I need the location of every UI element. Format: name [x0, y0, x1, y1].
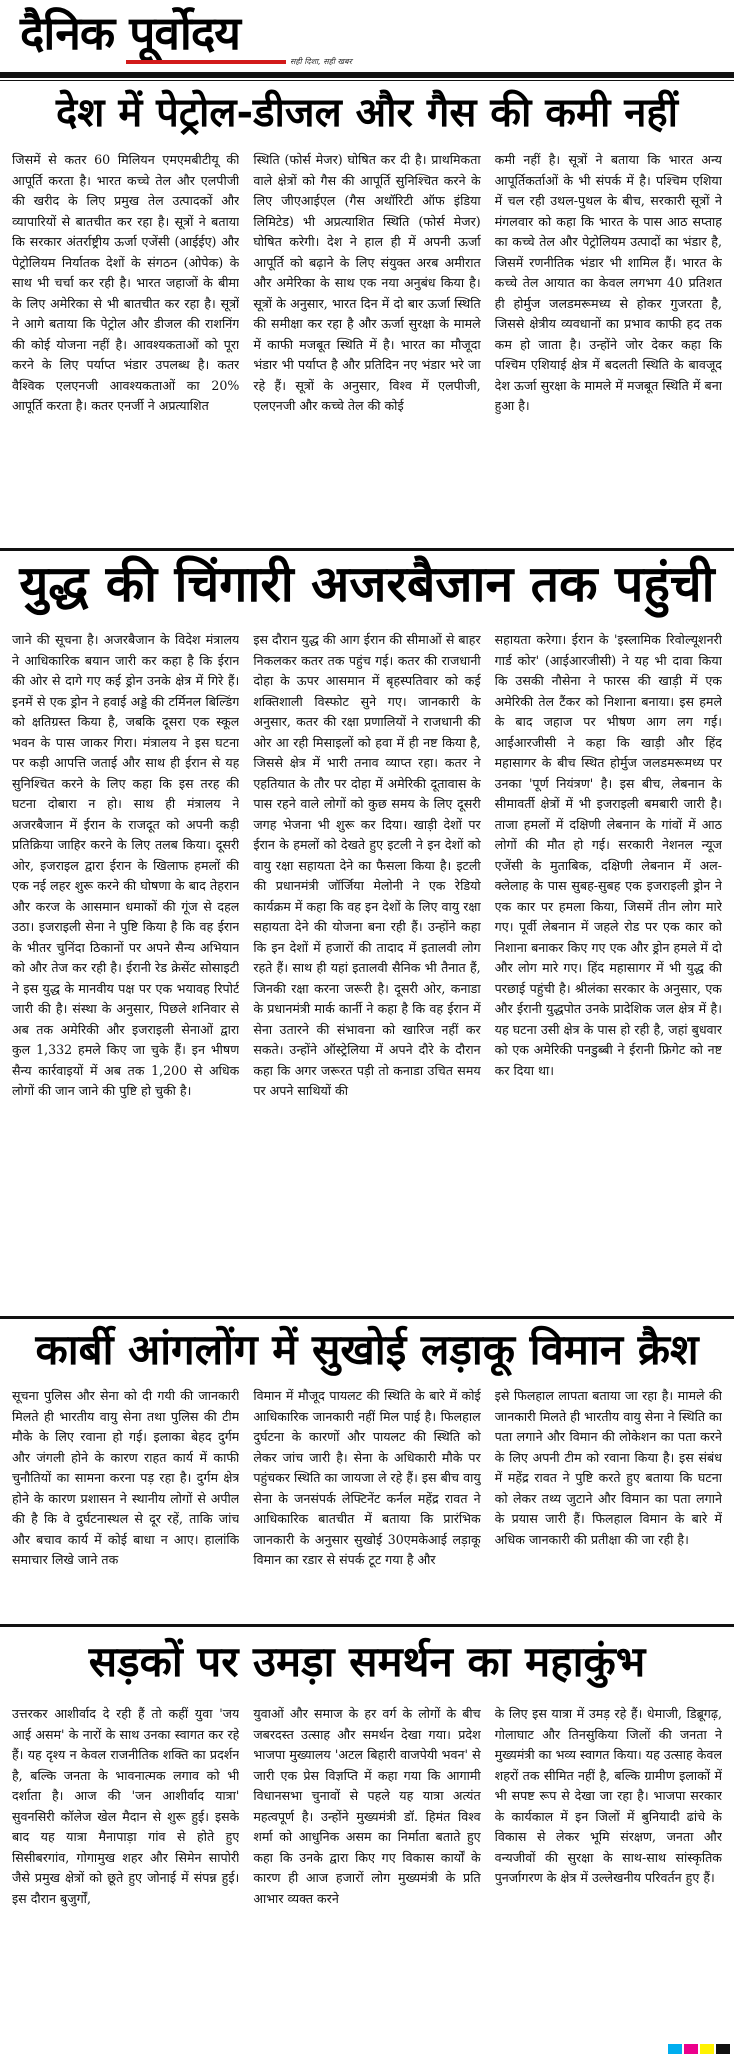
column-text: विमान में मौजूद पायलट की स्थिति के बारे में कोई आधिकारिक जानकारी नहीं मिल पाई है। फिलहाल दुर्घटना के कारणों और पायलट की स्थिति को लेकर जांच जारी है। सेना के अधिकारी मौके पर पहुंचकर स्थिति का जायजा ले रहे हैं। इस बीच वायु सेना के जनसंपर्क लेफ्टिनेंट कर्नल महेंद्र रावत ने आधिकारिक बातचीत में बताया कि प्रारंभिक जानकारी के अनुसार सुखोई 30एमकेआई लड़ाकू विमान का रडार से संपर्क टूट गया है और: [253, 1388, 481, 1567]
column-text: जाने की सूचना है। अजरबैजान के विदेश मंत्रालय ने आधिकारिक बयान जारी कर कहा है कि ईरान की ओर से दागे गए कई ड्रोन उनके क्षेत्र में गिरे हैं। इनमें से एक ड्रोन ने हवाई अड्डे की टर्मिनल बिल्डिंग को क्षतिग्रस्त किया है, जबकि दूसरा एक स्कूल भवन के पास जाकर गिरा। मंत्रालय ने इस घटना पर कड़ी आपत्ति जताई और साथ ही ईरान से यह सुनिश्चित करने के लिए कहा कि इस तरह की घटना दोबारा न हो। साथ ही मंत्रालय ने अजरबैजान में ईरान के राजदूत को अपनी कड़ी प्रतिक्रिया जाहिर करने के लिए तलब किया। दूसरी ओर, इजराइल द्वारा ईरान के खिलाफ हमलों की एक नई लहर शुरू करने की घोषणा के बाद तेहरान और करज के आसमान धमाकों की गूंज से दहल उठा। इजराइली सेना ने पुष्टि किया है कि वह ईरान के भीतर चुनिंदा ठिकानों पर अपने सैन्य अभियान को और तेज कर रही है। ईरानी रेड क्रेसेंट सोसाइटी ने इस युद्ध के मानवीय पक्ष पर एक भयावह रिपोर्ट जारी की है। संस्था के अनुसार, पिछले शनिवार से अब तक अमेरिकी और इजराइली सेनाओं द्वारा कुल 1,332 हमले किए जा चुके हैं। इन भीषण सैन्य कार्रवाइयों में अब तक 1,200 से अधिक लोगों की जान जाने की पुष्टि हो चुकी है।: [12, 632, 240, 1098]
story-columns: [12, 1386, 722, 1618]
column-text: उत्तरकर आशीर्वाद दे रही हैं तो कहीं युवा 'जय आई असम' के नारों के साथ उनका स्वागत कर रहे हैं। यह दृश्य न केवल राजनीतिक शक्ति का प्रदर्शन है, बल्कि जनता के भावनात्मक लगाव को भी दर्शाता है। आज की 'जन आशीर्वाद यात्रा' सुवनसिरी कॉलेज खेल मैदान से शुरू हुई। इसके बाद यह यात्रा मैनापाड़ा गांव से होते हुए सिसीबरगांव, गोगामुख शहर और सिमेन सापोरी जैसे प्रमुख क्षेत्रों को छूते हुए जोनाई में संपन्न हुई। इस दौरान बुजुर्गों,: [12, 1706, 240, 1906]
story-divider: [0, 548, 734, 551]
registration-mark-cyan: [668, 2044, 682, 2054]
story-columns: [12, 1704, 722, 2034]
story-column: [253, 150, 480, 540]
story-azerbaijan-war: [0, 552, 734, 1312]
registration-mark-magenta: [684, 2044, 698, 2054]
newspaper-logo: दैनिक पूर्वोदय: [20, 6, 240, 60]
story-column: [12, 1386, 239, 1618]
column-text: इसे फिलहाल लापता बताया जा रहा है। मामले की जानकारी मिलते ही भारतीय वायु सेना ने स्थिति का पता लगाने और विमान की लोकेशन का पता करने के लिए अपनी टीम को रवाना किया है। इस संबंध में महेंद्र रावत ने पुष्टि करते हुए बताया कि घटना को लेकर तथ्य जुटाने और विमान का पता लगाने के प्रयास जारी हैं। फिलहाल विमान के बारे में अधिक जानकारी की प्रतीक्षा की जा रही है।: [494, 1388, 722, 1547]
story-column: [495, 1386, 722, 1618]
story-fuel-supply: [0, 84, 734, 544]
masthead-rule: [0, 72, 734, 78]
story-headline: कार्बी आंगलोंग में सुखोई लड़ाकू विमान क्रैश: [35, 1325, 699, 1374]
column-text: सूचना पुलिस और सेना को दी गयी की जानकारी मिलते ही भारतीय वायु सेना तथा पुलिस की टीम मौके के लिए रवाना हो गई। इलाका बेहद दुर्गम और जंगली होने के कारण राहत कार्य में काफी चुनौतियों का सामना करना पड़ रहा है। दुर्गम क्षेत्र होने के कारण प्रशासन ने स्थानीय लोगों से अपील की है कि वे दुर्घटनास्थल से दूर रहें, ताकि जांच और बचाव कार्य में कोई बाधा न आए। हालांकि समाचार लिखे जाने तक: [12, 1388, 240, 1567]
story-rally-support: [0, 1628, 734, 2038]
masthead-tagline: सही दिशा, सही खबर: [290, 57, 352, 66]
story-column: [12, 630, 239, 1310]
registration-mark-black: [716, 2044, 730, 2054]
masthead: [0, 0, 734, 72]
masthead-rule-thin: [0, 80, 734, 81]
column-text: के लिए इस यात्रा में उमड़ रहे हैं। धेमाजी, डिब्रूगढ़, गोलाघाट और तिनसुकिया जिलों की जनता ने मुख्यमंत्री का भव्य स्वागत किया। यह उत्साह केवल शहरों तक सीमित नहीं है, बल्कि ग्रामीण इलाकों में भी सपष्ट रूप से देखा जा रहा है। भाजपा सरकार के कार्यकाल में इन जिलों में बुनियादी ढांचे के विकास से लेकर भूमि संरक्षण, जनता और वन्यजीवों की सुरक्षा के साथ-साथ सांस्कृतिक पुनर्जागरण के क्षेत्र में उल्लेखनीय परिवर्तन हुए हैं।: [494, 1706, 722, 1885]
column-text: युवाओं और समाज के हर वर्ग के लोगों के बीच जबरदस्त उत्साह और समर्थन देखा गया। प्रदेश भाजपा मुख्यालय 'अटल बिहारी वाजपेयी भवन' से जारी एक प्रेस विज्ञप्ति में कहा गया कि आगामी विधानसभा चुनावों से पहले यह यात्रा अत्यंत महत्वपूर्ण है। उन्होंने मुख्यमंत्री डॉ. हिमंत विश्व शर्मा को आधुनिक असम का निर्माता बताते हुए कहा कि उनके द्वारा किए गए विकास कार्यों के कारण ही आज हजारों लोग मुख्यमंत्री के प्रति आभार व्यक्त करने: [253, 1706, 481, 1906]
logo-underline: [126, 60, 286, 64]
column-text: जिसमें से कतर 60 मिलियन एमएमबीटीयू की आपूर्ति करता है। भारत कच्चे तेल और एलपीजी की खरीद के लिए प्रमुख तेल उत्पादकों और व्यापारियों से बातचीत कर रहा है। सूत्रों ने बताया कि सरकार अंतर्राष्ट्रीय ऊर्जा एजेंसी (आईईए) और पेट्रोलियम निर्यातक देशों के संगठन (ओपेक) के साथ भी चर्चा कर रही है। भारत जहाजों के बीमा के लिए अमेरिका से भी बातचीत कर रहा है। सूत्रों ने आगे बताया कि पेट्रोल और डीजल की राशनिंग की कोई योजना नहीं है। आवश्यकताओं को पूरा करने के लिए पर्याप्त भंडार उपलब्ध है। कतर वैश्विक एलएनजी आवश्यकताओं का 20% आपूर्ति करता है। कतर एनर्जी ने अप्रत्याशित: [12, 152, 240, 413]
story-columns: [12, 630, 722, 1310]
story-column: [495, 630, 722, 1310]
story-headline: सड़कों पर उमड़ा समर्थन का महाकुंभ: [88, 1637, 646, 1686]
story-sukhoi-crash: [0, 1320, 734, 1620]
column-text: इस दौरान युद्ध की आग ईरान की सीमाओं से बाहर निकलकर कतर तक पहुंच गई। कतर की राजधानी दोहा के ऊपर आसमान में बृहस्पतिवार को कई शक्तिशाली विस्फोट सुने गए। जानकारी के अनुसार, कतर की रक्षा प्रणालियों ने राजधानी की ओर आ रही मिसाइलों को हवा में ही नष्ट किया है, जिससे क्षेत्र में भारी तनाव व्याप्त रहा। कतर ने एहतियात के तौर पर दोहा में अमेरिकी दूतावास के पास रहने वाले लोगों को कुछ समय के लिए दूसरी जगह भेजना भी शुरू कर दिया। खाड़ी देशों पर ईरान के हमलों को देखते हुए इटली ने इन देशों को वायु रक्षा सहायता देने का फैसला किया है। इटली की प्रधानमंत्री जॉर्जिया मेलोनी ने एक रेडियो कार्यक्रम में कहा कि वह इन देशों के लिए वायु रक्षा सहायता देने की योजना बना रही हैं। उन्होंने कहा कि इन देशों में हजारों की तादाद में इतालवी लोग रहते हैं। साथ ही यहां इतालवी सैनिक भी तैनात हैं, जिनकी रक्षा करना जरूरी है। दूसरी ओर, कनाडा के प्रधानमंत्री मार्क कार्नी ने कहा है कि वह ईरान में सेना उतारने की संभावना को खारिज नहीं कर सकते। उन्होंने ऑस्ट्रेलिया में अपने दौरे के दौरान कहा कि अगर जरूरत पड़ी तो कनाडा उचित समय पर अपने साथियों की: [253, 632, 481, 1098]
story-headline: देश में पेट्रोल-डीजल और गैस की कमी नहीं: [55, 90, 679, 136]
column-text: कमी नहीं है। सूत्रों ने बताया कि भारत अन्य आपूर्तिकर्ताओं के भी संपर्क में है। पश्चिम एशिया में चल रही उथल-पुथल के बीच, सरकारी सूत्रों ने मंगलवार को कहा कि भारत के पास आठ सप्ताह का कच्चे तेल और पेट्रोलियम उत्पादों का भंडार है, जिसमें रणनीतिक भंडार भी शामिल हैं। भारत के कच्चे तेल आयात का केवल लगभग 40 प्रतिशत ही होर्मुज जलडमरूमध्य से होकर गुजरता है, जिससे क्षेत्रीय व्यवधानों का प्रभाव काफी हद तक कम हो जाता है। उन्होंने जोर देकर कहा कि पश्चिम एशियाई क्षेत्र में बदलती स्थिति के बावजूद देश ऊर्जा सुरक्षा के मामले में मजबूत स्थिति में बना हुआ है।: [494, 152, 722, 413]
story-headline: युद्ध की चिंगारी अजरबैजान तक पहुंची: [19, 555, 715, 613]
story-column: [495, 1704, 722, 2034]
column-text: सहायता करेगा। ईरान के 'इस्लामिक रिवोल्यूशनरी गार्ड कोर' (आईआरजीसी) ने यह भी दावा किया कि उसकी नौसेना ने फारस की खाड़ी में एक अमेरिकी तेल टैंकर को निशाना बनाया। इस हमले के बाद जहाज पर भीषण आग लग गई। आईआरजीसी ने कहा कि खाड़ी और हिंद महासागर के बीच स्थित होर्मुज जलडमरूमध्य पर उनका 'पूर्ण नियंत्रण' है। इस बीच, लेबनान के सीमावर्ती क्षेत्रों में भी इजराइली बमबारी जारी है। ताजा हमलों में दक्षिणी लेबनान के गांवों में आठ लोगों की मौत हो गई। सरकारी नेशनल न्यूज एजेंसी के मुताबिक, दक्षिणी लेबनान में अल-क्लेलाह के पास सुबह-सुबह एक इजराइली ड्रोन ने एक कार पर हमला किया, जिसमें तीन लोग मारे गए। पूर्वी लेबनान में जहले रोड पर एक कार को निशाना बनाकर किए गए एक और ड्रोन हमले में दो और लोग मारे गए। हिंद महासागर में भी युद्ध की परछाई पहुंची है। श्रीलंका सरकार के अनुसार, एक और ईरानी युद्धपोत उनके प्रादेशिक जल क्षेत्र में है। यह घटना उसी क्षेत्र के पास हो रही है, जहां बुधवार को एक अमेरिकी पनडुब्बी ने ईरानी फ्रिगेट को नष्ट कर दिया था।: [494, 632, 722, 1078]
story-columns: [12, 150, 722, 540]
story-divider: [0, 1624, 734, 1627]
story-column: [253, 1386, 480, 1618]
story-column: [495, 150, 722, 540]
column-text: स्थिति (फोर्स मेजर) घोषित कर दी है। प्राथमिकता वाले क्षेत्रों को गैस की आपूर्ति सुनिश्चित करने के लिए जीएआईएल (गैस अथॉरिटी ऑफ इंडिया लिमिटेड) भी अप्रत्याशित स्थिति (फोर्स मेजर) घोषित करेगी। देश ने हाल ही में अपनी ऊर्जा आपूर्ति को बढ़ाने के लिए संयुक्त अरब अमीरात और अमेरिका के साथ एक नया अनुबंध किया है। सूत्रों के अनुसार, भारत दिन में दो बार ऊर्जा स्थिति की समीक्षा कर रहा है और ऊर्जा सुरक्षा के मामले में काफी मजबूत स्थिति में है। भारत का मौजूदा भंडार भी पर्याप्त है और प्रतिदिन नए भंडार भरे जा रहे हैं। सूत्रों के अनुसार, विश्व में एलपीजी, एलएनजी और कच्चे तेल की कोई: [253, 152, 481, 413]
story-column: [12, 1704, 239, 2034]
story-column: [12, 150, 239, 540]
print-margin: [0, 2040, 734, 2058]
story-column: [253, 1704, 480, 2034]
story-divider: [0, 1316, 734, 1319]
registration-mark-yellow: [700, 2044, 714, 2054]
story-column: [253, 630, 480, 1310]
